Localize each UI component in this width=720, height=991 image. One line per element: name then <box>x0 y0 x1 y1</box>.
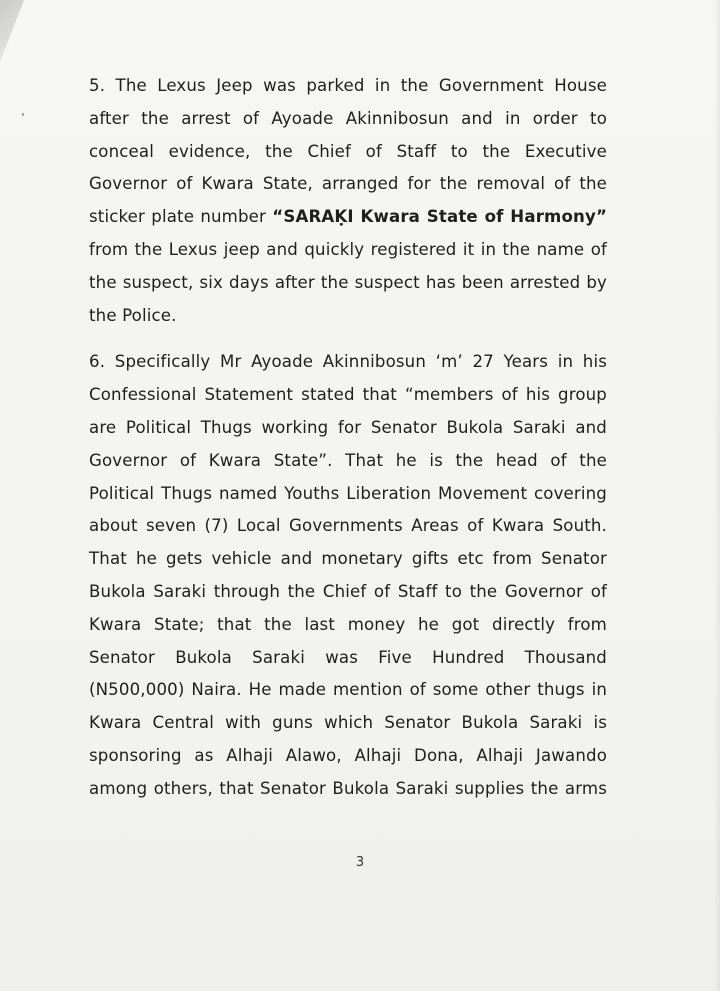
paragraph-5-line: the suspect, six days after the suspect has been arrested by <box>89 272 607 292</box>
line-text: sticker plate number <box>89 207 273 227</box>
page-number: 3 <box>355 855 365 870</box>
scan-speck <box>22 113 24 116</box>
paragraph-6-line: Confessional Statement stated that “members of his group <box>89 385 607 405</box>
paragraph-6-line: Kwara Central with guns which Senator Bukola Saraki is <box>89 713 607 733</box>
sticker-plate-text: “SARAḲI Kwara State of Harmony” <box>272 207 608 227</box>
paragraph-5-line: conceal evidence, the Chief of Staff to the Executive <box>89 141 607 161</box>
paragraph-5-line <box>89 201 607 234</box>
paragraph-6-line: (N500,000) Naira. He made mention of some other thugs in <box>89 680 607 700</box>
paragraph-6-line: among others, that Senator Bukola Saraki supplies the arms <box>89 778 607 798</box>
paragraph-6-line: Senator Bukola Saraki was Five Hundred Thousand <box>89 647 607 667</box>
paragraph-5-line: the Police. <box>89 305 177 325</box>
paragraph-6-line: That he gets vehicle and monetary gifts etc from Senator <box>89 549 607 569</box>
paragraph-6-line: Governor of Kwara State”. That he is the head of the <box>89 450 607 470</box>
paragraph-6-line: about seven (7) Local Governments Areas of Kwara South. <box>89 516 607 536</box>
paragraph-5-line: from the Lexus jeep and quickly registered it in the name of <box>89 239 607 259</box>
paragraph-5-line: Governor of Kwara State, arranged for the removal of the <box>89 174 607 194</box>
paragraph-6-line: are Political Thugs working for Senator Bukola Saraki and <box>89 417 607 437</box>
paragraph-6-line: Political Thugs named Youths Liberation Movement covering <box>89 483 607 503</box>
paragraph-6-line: 6. Specifically Mr Ayoade Akinnibosun ‘m’ 27 Years in his <box>89 352 607 372</box>
paragraph-6-line: Bukola Saraki through the Chief of Staff to the Governor of <box>89 581 607 601</box>
paragraph-6-line: Kwara State; that the last money he got directly from <box>89 614 607 634</box>
paragraph-5 <box>89 70 607 332</box>
paragraph-5-line: 5. The Lexus Jeep was parked in the Government House <box>89 76 607 95</box>
paragraph-6-line: sponsoring as Alhaji Alawo, Alhaji Dona, Alhaji Jawando <box>89 745 607 765</box>
page-fold-shadow <box>0 0 24 62</box>
paragraph-5-line: after the arrest of Ayoade Akinnibosun and in order to <box>89 108 607 128</box>
document-body <box>89 70 607 820</box>
page-edge-shadow <box>714 0 720 991</box>
paragraph-6 <box>89 346 607 805</box>
